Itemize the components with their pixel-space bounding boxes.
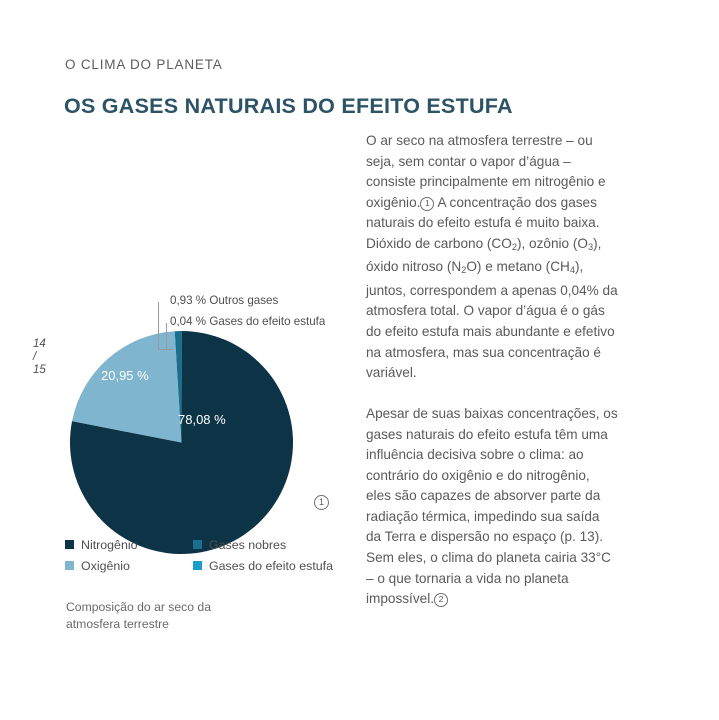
paragraph-2-text: Apesar de suas baixas concentrações, os gases naturais do efeito estufa têm uma influência decisiva sobre o clima: ao contrário do oxigênio e do nitrogênio, eles são capazes de absorver parte da radiação térmica, impedindo sua saída da Terra e dispersão no espaço (p. 13). Sem eles, o clima do planeta cairia 33°C – o que tornaria a vida no planeta impossível.	[366, 406, 618, 607]
footnote-marker-1: 1	[420, 197, 434, 211]
legend-label-gases-nobres: Gases nobres	[209, 537, 287, 552]
page-folio	[33, 338, 46, 377]
paragraph-2	[366, 404, 618, 609]
callout-outros-gases: 0,93 % Outros gases	[170, 294, 279, 307]
legend-label-nitrogenio: Nitrogênio	[81, 537, 138, 552]
subscript-ch4: 4	[569, 265, 575, 276]
legend-swatch-icon-oxigenio	[65, 561, 74, 570]
paragraph-1-text-e: O) e metano (CH	[466, 259, 570, 275]
paragraph-spacer	[366, 384, 618, 405]
folio-separator: /	[33, 351, 37, 363]
legend-item-nitrogenio	[65, 538, 193, 552]
caption-line-2: atmosfera terrestre	[66, 616, 169, 631]
legend-item-gases-nobres	[193, 538, 355, 552]
subscript-n2o: 2	[461, 265, 467, 276]
legend-label-oxigenio: Oxigênio	[81, 558, 130, 573]
subscript-co2: 2	[511, 241, 517, 252]
kicker-label: O CLIMA DO PLANETA	[65, 57, 223, 72]
paragraph-1-text-c: ), ozônio (O	[516, 235, 588, 251]
folio-line-2: 15	[33, 364, 46, 376]
paragraph-1-text-d: ), óxido nitroso (N	[366, 235, 602, 275]
article-body	[366, 131, 618, 610]
subscript-o3: 3	[587, 241, 594, 252]
legend-swatch-icon-nitrogenio	[65, 540, 74, 549]
paragraph-1-text-b: A concentração dos gases naturais do efeito estufa é muito baixa. Dióxido de carbono (CO	[366, 194, 600, 251]
legend-swatch-icon-gases-efeito-estufa	[193, 561, 202, 570]
callout-gases-efeito-estufa: 0,04 % Gases do efeito estufa	[170, 315, 326, 328]
paragraph-1-text-a: O ar seco na atmosfera terrestre – ou seja, sem contar o vapor d’água – consiste principalmente em nitrogênio e oxigênio.	[366, 133, 606, 210]
chart-footnote-marker: 1	[314, 495, 329, 510]
footnote-marker-2: 2	[434, 593, 448, 607]
legend-swatch-icon-gases-nobres	[193, 540, 202, 549]
folio-line-1: 14	[33, 338, 46, 350]
slice-label-nitrogenio: 78,08 %	[178, 412, 226, 427]
legend-item-gases-efeito-estufa	[193, 559, 355, 573]
page-title: OS GASES NATURAIS DO EFEITO ESTUFA	[64, 94, 513, 119]
pie-chart-svg	[69, 330, 294, 555]
pie-chart	[60, 290, 360, 540]
slice-label-oxigenio: 20,95 %	[101, 368, 149, 383]
legend-label-gases-efeito-estufa: Gases do efeito estufa	[209, 558, 333, 573]
chart-caption	[66, 599, 296, 632]
paragraph-1-text-f: ), juntos, correspondem a apenas 0,04% da atmosfera total. O vapor d’água é o gás do efeito estufa mais abundante e efetivo na atmosfera, mas sua concentração é variável.	[366, 259, 618, 381]
chart-legend	[65, 534, 355, 576]
legend-item-oxigenio	[65, 559, 193, 573]
caption-line-1: Composição do ar seco da	[66, 600, 211, 614]
paragraph-1	[366, 131, 618, 384]
